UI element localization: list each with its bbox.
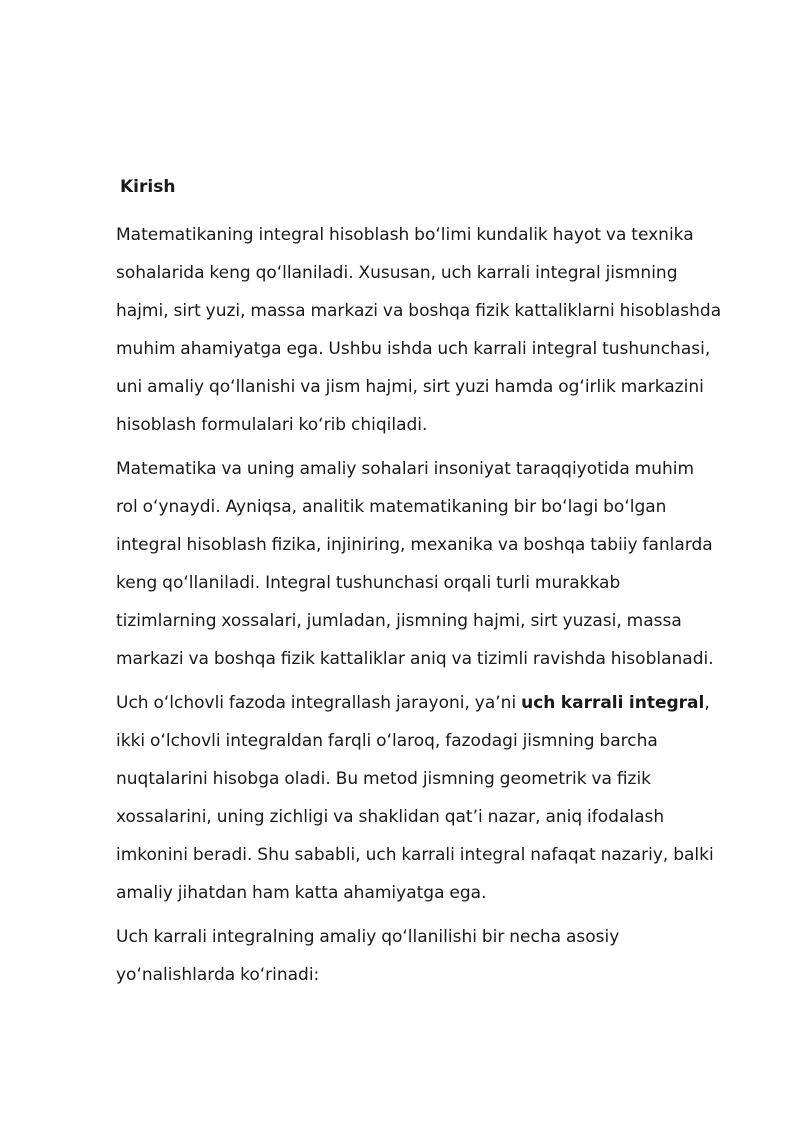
paragraph-4 — [116, 918, 756, 994]
text-line: uni amaliy qoʻllanishi va jism hajmi, sirt yuzi hamda ogʻirlik markazini — [116, 377, 704, 397]
paragraph-1 — [116, 216, 756, 444]
text-line: sohalarida keng qoʻllaniladi. Xususan, uch karrali integral jismning — [116, 263, 678, 283]
text-line: yoʻnalishlarda koʻrinadi: — [116, 965, 320, 985]
text-line: rol oʻynaydi. Ayniqsa, analitik matematikaning bir boʻlagi boʻlgan — [116, 497, 667, 517]
text-line: tizimlarning xossalari, jumladan, jismning hajmi, sirt yuzasi, massa — [116, 611, 682, 631]
text-line: markazi va boshqa fizik kattaliklar aniq va tizimli ravishda hisoblanadi. — [116, 649, 714, 669]
text-line: xossalarini, uning zichligi va shaklidan qatʼi nazar, aniq ifodalash — [116, 807, 665, 827]
text-run: Uch oʻlchovli fazoda integrallash jarayoni, yaʼni — [116, 693, 522, 713]
text-line: keng qoʻllaniladi. Integral tushunchasi orqali turli murakkab — [116, 573, 621, 593]
text-line: integral hisoblash fizika, injiniring, mexanika va boshqa tabiiy fanlarda — [116, 535, 713, 555]
section-heading: Kirish — [120, 177, 176, 197]
text-run: , — [704, 693, 710, 713]
text-line: nuqtalarini hisobga oladi. Bu metod jismning geometrik va fizik — [116, 769, 652, 789]
text-line: hisoblash formulalari koʻrib chiqiladi. — [116, 415, 428, 435]
text-line — [116, 684, 756, 722]
paragraph-2 — [116, 450, 756, 678]
text-line: amaliy jihatdan ham katta ahamiyatga ega. — [116, 883, 487, 903]
text-line: ikki oʻlchovli integraldan farqli oʻlaroq, fazodagi jismning barcha — [116, 731, 658, 751]
text-line: imkonini beradi. Shu sababli, uch karrali integral nafaqat nazariy, balki — [116, 845, 714, 865]
bold-term: uch karrali integral — [521, 693, 705, 713]
text-line: Matematika va uning amaliy sohalari insoniyat taraqqiyotida muhim — [116, 459, 695, 479]
text-line: hajmi, sirt yuzi, massa markazi va boshqa fizik kattaliklarni hisoblashda — [116, 301, 722, 321]
paragraph-3 — [116, 684, 756, 912]
text-line: Uch karrali integralning amaliy qoʻllanilishi bir necha asosiy — [116, 927, 620, 947]
text-line: Matematikaning integral hisoblash boʻlimi kundalik hayot va texnika — [116, 225, 694, 245]
text-line: muhim ahamiyatga ega. Ushbu ishda uch karrali integral tushunchasi, — [116, 339, 711, 359]
document-page — [116, 172, 756, 1000]
